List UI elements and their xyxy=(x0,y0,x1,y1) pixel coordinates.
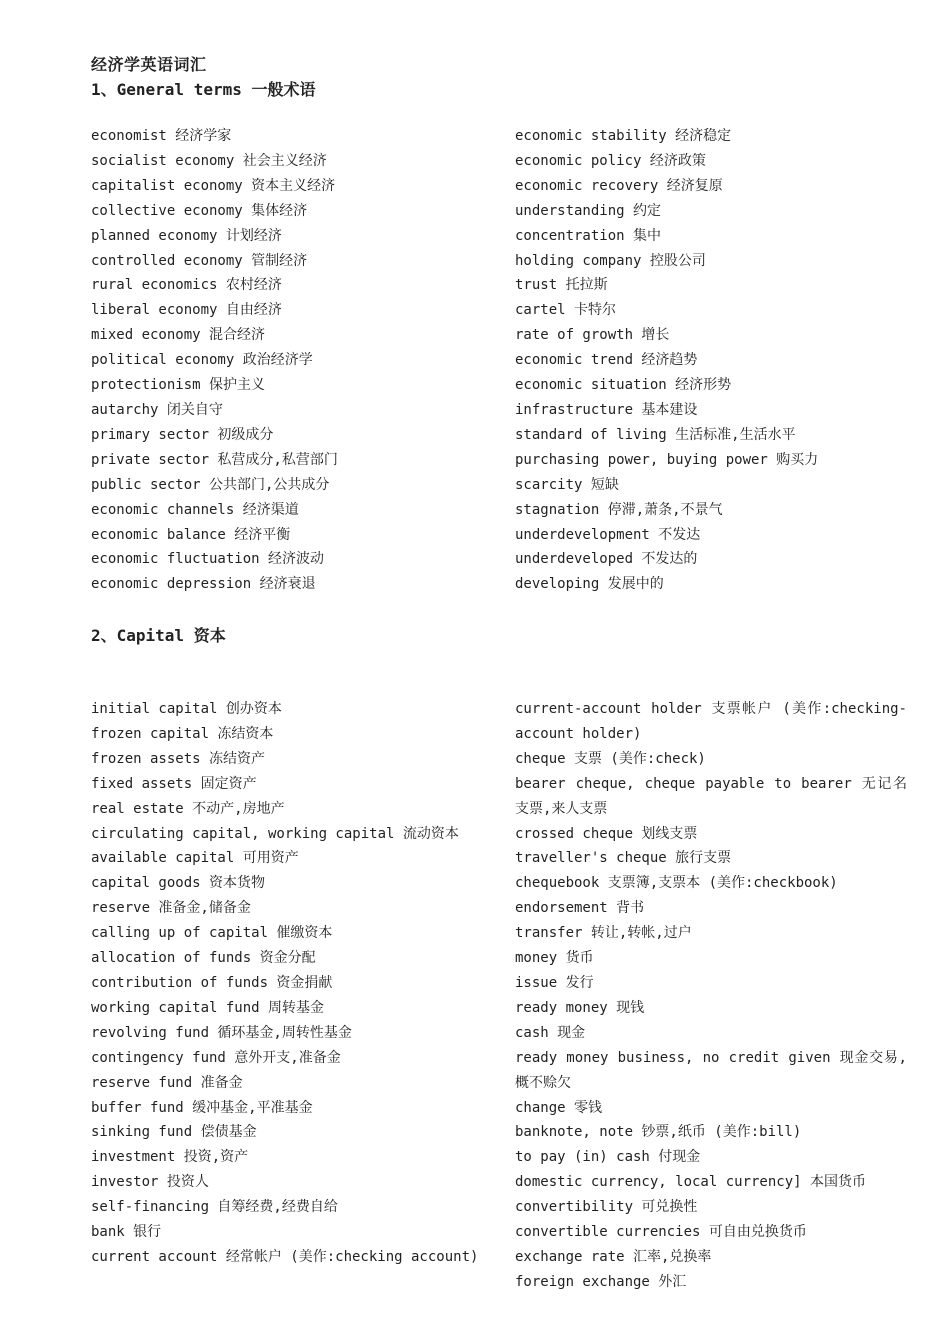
term-entry: underdeveloped 不发达的 xyxy=(515,551,698,568)
term-entry: reserve 准备金,储备金 xyxy=(91,900,251,917)
term-entry: contingency fund 意外开支,准备金 xyxy=(91,1049,341,1066)
term-entry: liberal economy 自由经济 xyxy=(91,302,282,319)
term-entry: real estate 不动产,房地产 xyxy=(91,800,285,817)
term-entry: economic depression 经济衰退 xyxy=(91,576,316,593)
section1-right-column xyxy=(515,124,907,597)
term-entry: change 零钱 xyxy=(515,1099,603,1116)
section-heading-general-terms: 1、General terms 一般术语 xyxy=(91,80,316,99)
term-entry: controlled economy 管制经济 xyxy=(91,252,308,269)
term-entry: rural economics 农村经济 xyxy=(91,277,282,294)
term-entry: concentration 集中 xyxy=(515,227,662,244)
term-entry: working capital fund 周转基金 xyxy=(91,999,325,1016)
term-entry: socialist economy 社会主义经济 xyxy=(91,152,327,169)
term-entry: circulating capital, working capital 流动资本 xyxy=(91,825,459,842)
term-entry: purchasing power, buying power 购买力 xyxy=(515,451,819,468)
term-entry: understanding 约定 xyxy=(515,202,662,219)
term-entry: allocation of funds 资金分配 xyxy=(91,950,316,967)
term-entry: current account 经常帐户 (美作:checking account) xyxy=(91,1248,479,1265)
term-entry: banknote, note 钞票,纸币 (美作:bill) xyxy=(515,1124,802,1141)
term-entry: investment 投资,资产 xyxy=(91,1149,249,1166)
term-entry: buffer fund 缓冲基金,平准基金 xyxy=(91,1099,313,1116)
term-entry: reserve fund 准备金 xyxy=(91,1074,243,1091)
term-entry: economic situation 经济形势 xyxy=(515,377,732,394)
term-entry: convertibility 可兑换性 xyxy=(515,1199,698,1216)
term-entry: autarchy 闭关自守 xyxy=(91,401,223,418)
term-entry: standard of living 生活标准,生活水平 xyxy=(515,426,796,443)
term-entry: issue 发行 xyxy=(515,974,594,991)
term-entry: public sector 公共部门,公共成分 xyxy=(91,476,330,493)
term-entry: current-account holder 支票帐户 (美作:checking-account holder) xyxy=(515,701,907,742)
term-entry: bearer cheque, cheque payable to bearer 无记名支票,来人支票 xyxy=(515,775,907,817)
term-entry: ready money 现钱 xyxy=(515,999,645,1016)
term-entry: private sector 私营成分,私营部门 xyxy=(91,451,338,468)
term-entry: developing 发展中的 xyxy=(515,576,664,593)
term-entry: exchange rate 汇率,兑换率 xyxy=(515,1248,712,1265)
term-entry: infrastructure 基本建设 xyxy=(515,401,698,418)
term-entry: economist 经济学家 xyxy=(91,128,232,144)
section2-right-column xyxy=(515,697,907,1295)
term-entry: capital goods 资本货物 xyxy=(91,875,266,892)
term-entry: economic stability 经济稳定 xyxy=(515,128,732,144)
term-entry: bank 银行 xyxy=(91,1224,162,1241)
term-entry: cartel 卡特尔 xyxy=(515,302,617,319)
term-entry: frozen capital 冻结资本 xyxy=(91,725,274,742)
term-entry: self-financing 自筹经费,经费自给 xyxy=(91,1199,338,1216)
term-entry: to pay (in) cash 付现金 xyxy=(515,1149,701,1166)
section1-left-column xyxy=(91,124,486,597)
section2-left-column xyxy=(91,697,486,1270)
term-entry: economic balance 经济平衡 xyxy=(91,526,291,543)
term-entry: transfer 转让,转帐,过户 xyxy=(515,925,692,942)
term-entry: convertible currencies 可自由兑换货币 xyxy=(515,1224,807,1241)
term-entry: contribution of funds 资金捐献 xyxy=(91,974,333,991)
term-entry: sinking fund 偿债基金 xyxy=(91,1124,257,1141)
term-entry: holding company 控股公司 xyxy=(515,252,706,269)
term-entry: mixed economy 混合经济 xyxy=(91,327,266,344)
term-entry: capitalist economy 资本主义经济 xyxy=(91,177,336,194)
term-entry: economic fluctuation 经济波动 xyxy=(91,551,325,568)
term-entry: economic trend 经济趋势 xyxy=(515,352,698,369)
term-entry: money 货币 xyxy=(515,950,594,967)
term-entry: economic channels 经济渠道 xyxy=(91,501,299,518)
term-entry: endorsement 背书 xyxy=(515,900,645,917)
term-entry: protectionism 保护主义 xyxy=(91,377,266,394)
term-entry: trust 托拉斯 xyxy=(515,277,608,294)
term-entry: fixed assets 固定资产 xyxy=(91,775,257,792)
term-entry: economic recovery 经济复原 xyxy=(515,177,723,194)
term-entry: calling up of capital 催缴资本 xyxy=(91,925,333,942)
term-entry: political economy 政治经济学 xyxy=(91,352,313,369)
term-entry: ready money business, no credit given 现金交易,概不赊欠 xyxy=(515,1049,907,1091)
term-entry: scarcity 短缺 xyxy=(515,476,619,493)
term-entry: crossed cheque 划线支票 xyxy=(515,825,698,842)
term-entry: foreign exchange 外汇 xyxy=(515,1273,687,1290)
term-entry: revolving fund 循环基金,周转性基金 xyxy=(91,1024,352,1041)
term-entry: frozen assets 冻结资产 xyxy=(91,750,266,767)
term-entry: cheque 支票 (美作:check) xyxy=(515,750,706,767)
term-entry: primary sector 初级成分 xyxy=(91,426,274,443)
document-title: 经济学英语词汇 xyxy=(91,55,207,74)
term-entry: investor 投资人 xyxy=(91,1174,209,1191)
term-entry: traveller's cheque 旅行支票 xyxy=(515,850,732,867)
term-entry: chequebook 支票簿,支票本 (美作:checkbook) xyxy=(515,875,838,892)
term-entry: rate of growth 增长 xyxy=(515,327,670,344)
term-entry: available capital 可用资产 xyxy=(91,850,299,867)
term-entry: initial capital 创办资本 xyxy=(91,701,282,717)
term-entry: underdevelopment 不发达 xyxy=(515,526,701,543)
term-entry: planned economy 计划经济 xyxy=(91,227,282,244)
term-entry: domestic currency, local currency] 本国货币 xyxy=(515,1174,867,1191)
term-entry: economic policy 经济政策 xyxy=(515,152,706,169)
term-entry: collective economy 集体经济 xyxy=(91,202,308,219)
term-entry: cash 现金 xyxy=(515,1024,586,1041)
term-entry: stagnation 停滞,萧条,不景气 xyxy=(515,501,723,518)
section-heading-capital: 2、Capital 资本 xyxy=(91,626,226,645)
